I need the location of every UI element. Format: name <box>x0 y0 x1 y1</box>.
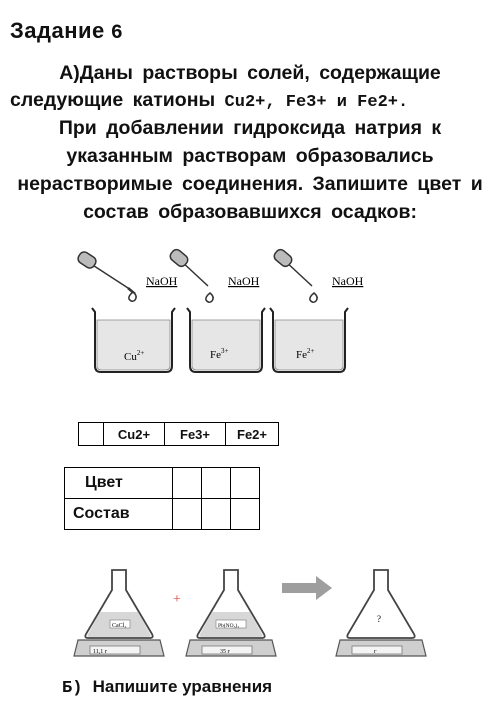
task-a-line-4: указанным растворам образовались <box>66 145 434 167</box>
right-scale-value: г <box>374 649 377 655</box>
answer-table <box>64 467 260 530</box>
dropper-3-icon <box>272 248 317 303</box>
left-flask-label: CaCl₂ <box>112 623 127 629</box>
table-cell-cu2: Cu2+ <box>104 423 165 446</box>
beaker-1-label: Cu <box>124 351 137 363</box>
task-b-prefix: Б) <box>62 679 83 698</box>
flask-left <box>74 570 164 656</box>
task-b-text: Напишите уравнения <box>92 677 273 696</box>
answer-cell[interactable] <box>231 499 260 530</box>
middle-flask-label: Pb(NO₃)₂ <box>218 623 240 629</box>
task-a-line-5: нерастворимые соединения. Запишите цвет и <box>17 173 483 195</box>
reaction-arrow-icon <box>282 576 332 600</box>
beaker-1 <box>92 308 175 372</box>
table-row <box>79 423 279 446</box>
table-cell-fe2: Fe2+ <box>226 423 279 446</box>
row-label-color: Цвет <box>65 468 173 499</box>
table-row <box>65 468 260 499</box>
task-a-line-3: При добавлении гидроксида натрия к <box>58 117 442 139</box>
cations-header-table <box>78 422 279 446</box>
task-title-word: Задание <box>10 18 105 43</box>
beaker-1-charge: 2+ <box>136 349 145 357</box>
cations-inline: Cu2+, Fe3+ и Fe2+. <box>224 93 409 112</box>
middle-scale-value: 35 г <box>220 649 230 655</box>
beaker-2-label: Fe <box>210 349 221 361</box>
beaker-3 <box>270 308 348 372</box>
table-row <box>65 499 260 530</box>
beaker-2-charge: 3+ <box>221 347 229 355</box>
task-a-line-1: А)Даны растворы солей, содержащие <box>59 62 441 84</box>
left-scale-value: 11,1 г <box>93 649 108 655</box>
beakers-illustration <box>0 240 500 380</box>
line2-prefix: следующие катионы <box>10 89 216 111</box>
flasks-illustration <box>0 560 500 670</box>
answer-cell[interactable] <box>202 499 231 530</box>
task-title <box>10 18 123 45</box>
task-number: 6 <box>110 22 124 45</box>
task-a-line-2 <box>4 87 500 116</box>
flask-middle <box>186 570 276 656</box>
reagent-label-3: NaOH <box>332 274 364 288</box>
dropper-1-icon <box>76 250 136 301</box>
answer-cell[interactable] <box>173 499 202 530</box>
beaker-3-charge: 2+ <box>307 347 315 355</box>
answer-cell[interactable] <box>202 468 231 499</box>
task-b-line <box>62 677 272 698</box>
row-label-composition: Состав <box>65 499 173 530</box>
reagent-label-1: NaOH <box>146 274 178 288</box>
answer-cell[interactable] <box>173 468 202 499</box>
task-a-line-6: состав образовавшихся осадков: <box>83 201 417 223</box>
flask-right <box>336 570 426 656</box>
beaker-2 <box>187 308 265 372</box>
table-cell-empty <box>79 423 104 446</box>
right-flask-label: ? <box>377 614 381 624</box>
answer-cell[interactable] <box>231 468 260 499</box>
reagent-label-2: NaOH <box>228 274 260 288</box>
table-cell-fe3: Fe3+ <box>165 423 226 446</box>
beaker-3-label: Fe <box>296 349 307 361</box>
plus-sign: + <box>173 592 181 607</box>
